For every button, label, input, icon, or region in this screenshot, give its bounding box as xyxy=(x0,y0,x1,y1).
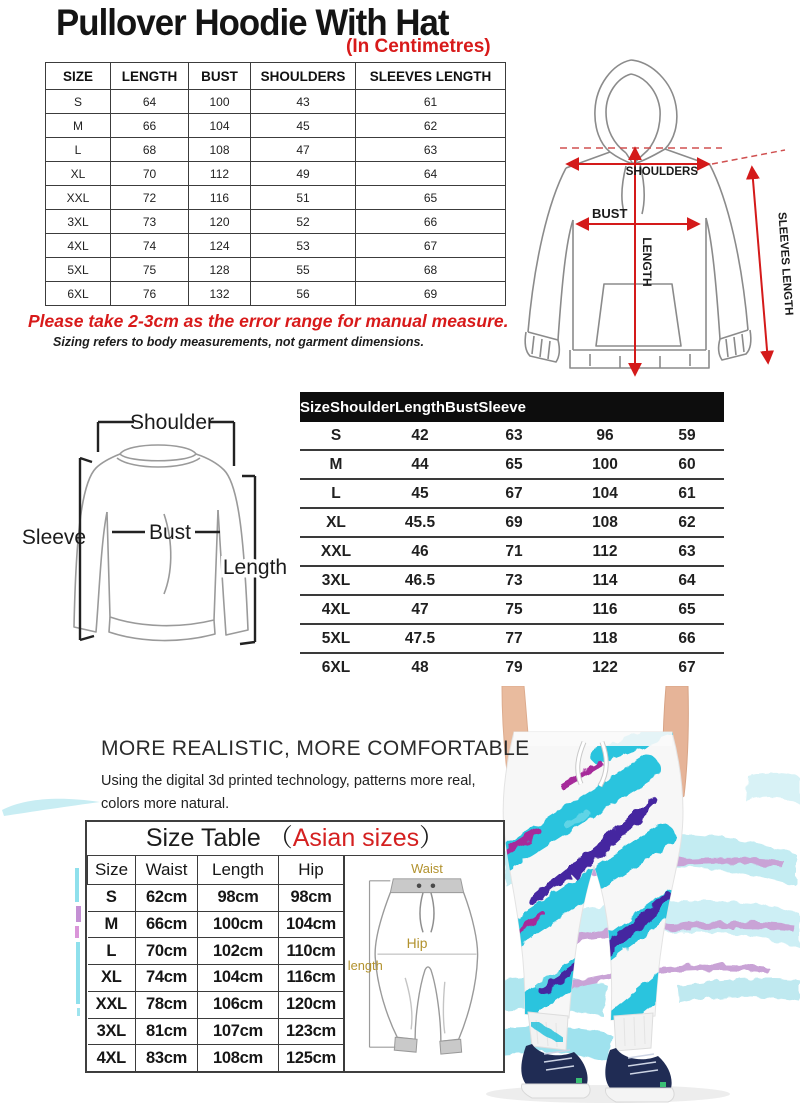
column-header: Length xyxy=(395,398,446,416)
sleeve-cell: 62 xyxy=(678,513,696,531)
column-header: Bust xyxy=(445,398,479,416)
bust-cell: 128 xyxy=(189,258,251,282)
bust-cell: 112 xyxy=(189,162,251,186)
bust-cell: 118 xyxy=(592,629,618,647)
pants-size-table-box xyxy=(85,820,505,1073)
shoulders-cell: 49 xyxy=(251,162,356,186)
size-cell: M xyxy=(46,114,111,138)
length-cell: 63 xyxy=(505,426,523,444)
shoulders-cell: 47 xyxy=(251,138,356,162)
shoulder-label: Shoulder xyxy=(129,411,215,434)
sleeve-cell: 65 xyxy=(678,600,696,618)
unit-note: (In Centimetres) xyxy=(346,36,491,57)
hoodie-diagram xyxy=(500,52,800,382)
table-row xyxy=(46,210,506,234)
size-cell: 4XL xyxy=(88,1045,136,1072)
shoulders-cell: 53 xyxy=(251,234,356,258)
length-cell: 77 xyxy=(505,629,523,647)
bust-cell: 96 xyxy=(596,426,614,444)
column-header: Hip xyxy=(279,856,344,885)
sleeve-cell: 60 xyxy=(678,455,696,473)
hoodie-table-header-row xyxy=(46,63,506,90)
bust-cell: 104 xyxy=(592,484,618,502)
table-row xyxy=(46,138,506,162)
pants-outline xyxy=(375,893,477,1042)
table-row xyxy=(300,480,724,509)
shoulder-cell: 47.5 xyxy=(404,629,436,647)
column-header: Waist xyxy=(136,856,198,885)
hip-label: Hip xyxy=(406,935,428,952)
length-label: LENGTH xyxy=(640,237,654,287)
pants-diagram xyxy=(345,859,505,1069)
size-cell: 6XL xyxy=(46,282,111,306)
pants-table-title-main: Size Table xyxy=(145,824,261,852)
length-cell: 73 xyxy=(111,210,189,234)
sweatshirt-diagram xyxy=(12,392,308,688)
sleeves-cell: 62 xyxy=(356,114,506,138)
paren-open: （ xyxy=(267,824,293,852)
waist-cell: 78cm xyxy=(136,991,198,1018)
shoulders-label: SHOULDERS xyxy=(625,166,698,178)
table-row xyxy=(300,596,724,625)
sleeves-cell: 64 xyxy=(356,162,506,186)
length-cell: 69 xyxy=(505,513,523,531)
length-cell: 75 xyxy=(505,600,523,618)
length-cell: 72 xyxy=(111,186,189,210)
sleeve-cell: 66 xyxy=(678,629,696,647)
table-row xyxy=(88,911,344,938)
length-label: Length xyxy=(222,556,288,579)
size-cell: S xyxy=(330,426,342,444)
shoulder-cell: 46.5 xyxy=(404,571,436,589)
sweatshirt-size-table xyxy=(300,392,724,681)
length-cell: 79 xyxy=(505,658,523,676)
bust-cell: 100 xyxy=(189,90,251,114)
size-cell: M xyxy=(88,911,136,938)
paint-swash-decoration xyxy=(0,792,105,822)
sleeves-cell: 66 xyxy=(356,210,506,234)
size-cell: 6XL xyxy=(321,658,351,676)
hip-cell: 123cm xyxy=(279,1018,344,1045)
bust-cell: 122 xyxy=(592,658,618,676)
bust-cell: 108 xyxy=(189,138,251,162)
pants-table-header-row xyxy=(88,856,344,885)
sleeve-cell: 63 xyxy=(678,542,696,560)
hip-cell: 120cm xyxy=(279,991,344,1018)
bust-cell: 112 xyxy=(592,542,618,560)
table-row xyxy=(88,885,344,912)
table-row xyxy=(88,965,344,992)
sleeve-cell: 59 xyxy=(678,426,696,444)
shoulders-cell: 56 xyxy=(251,282,356,306)
table-row xyxy=(88,991,344,1018)
length-cell: 107cm xyxy=(198,1018,279,1045)
column-header: LENGTH xyxy=(111,63,189,90)
shoulders-cell: 51 xyxy=(251,186,356,210)
length-cell: 64 xyxy=(111,90,189,114)
shoulders-cell: 45 xyxy=(251,114,356,138)
bust-label: Bust xyxy=(148,521,192,544)
size-cell: 3XL xyxy=(321,571,351,589)
size-cell: XL xyxy=(88,965,136,992)
waist-label: Waist xyxy=(411,860,443,876)
table-row xyxy=(46,282,506,306)
table-row xyxy=(300,538,724,567)
marketing-line-2: colors more natural. xyxy=(101,796,230,813)
sleeves-cell: 61 xyxy=(356,90,506,114)
table-row xyxy=(300,451,724,480)
table-row xyxy=(46,90,506,114)
paint-stripe-decoration xyxy=(72,860,84,1020)
shoulder-cell: 47 xyxy=(411,600,429,618)
bust-cell: 108 xyxy=(592,513,618,531)
column-header: Length xyxy=(198,856,279,885)
shoulder-cell: 48 xyxy=(411,658,429,676)
size-cell: XXL xyxy=(320,542,352,560)
bust-cell: 120 xyxy=(189,210,251,234)
length-cell: 71 xyxy=(505,542,523,560)
size-cell: 5XL xyxy=(321,629,351,647)
bust-cell: 116 xyxy=(189,186,251,210)
table-row xyxy=(88,1018,344,1045)
length-cell: 100cm xyxy=(198,911,279,938)
marketing-body xyxy=(101,770,476,816)
shoulder-cell: 46 xyxy=(411,542,429,560)
length-cell: 67 xyxy=(505,484,523,502)
bust-cell: 114 xyxy=(592,571,618,589)
size-cell: L xyxy=(331,484,341,502)
length-cell: 74 xyxy=(111,234,189,258)
sweatshirt-labels xyxy=(22,411,287,579)
length-cell: 106cm xyxy=(198,991,279,1018)
waist-cell: 62cm xyxy=(136,885,198,912)
waist-cell: 70cm xyxy=(136,938,198,965)
error-range-note: Please take 2-3cm as the error range for manual measure. xyxy=(28,311,509,331)
sleeves-length-label: SLEEVES LENGTH xyxy=(775,211,795,316)
table-row xyxy=(46,186,506,210)
hoodie-size-table xyxy=(45,62,506,306)
table-row xyxy=(300,625,724,654)
length-cell: 68 xyxy=(111,138,189,162)
column-header: Size xyxy=(88,856,136,885)
marketing-line-1: Using the digital 3d printed technology, patterns more real, xyxy=(101,773,476,789)
sleeve-label: Sleeve xyxy=(21,526,87,549)
waist-cell: 66cm xyxy=(136,911,198,938)
length-cell: 102cm xyxy=(198,938,279,965)
length-cell: 108cm xyxy=(198,1045,279,1072)
table-row xyxy=(300,422,724,451)
size-cell: XXL xyxy=(46,186,111,210)
shoulder-cell: 44 xyxy=(411,455,429,473)
hip-cell: 116cm xyxy=(279,965,344,992)
hoodie-measures xyxy=(560,148,795,374)
sleeves-cell: 65 xyxy=(356,186,506,210)
table-row xyxy=(300,567,724,596)
table-row xyxy=(88,938,344,965)
hip-cell: 125cm xyxy=(279,1045,344,1072)
table-row xyxy=(300,509,724,538)
column-header: SIZE xyxy=(46,63,111,90)
shoulders-cell: 55 xyxy=(251,258,356,282)
bust-label: BUST xyxy=(592,206,628,221)
length-cell: 98cm xyxy=(198,885,279,912)
marketing-heading: MORE REALISTIC, MORE COMFORTABLE xyxy=(101,737,530,760)
sweatshirt-table-body xyxy=(300,422,724,681)
hip-cell: 104cm xyxy=(279,911,344,938)
size-cell: 3XL xyxy=(88,1018,136,1045)
shoulder-cell: 45.5 xyxy=(404,513,436,531)
sweatshirt-table-header xyxy=(300,392,724,422)
hoodie-outline xyxy=(525,60,751,368)
size-cell: L xyxy=(46,138,111,162)
page-title: Pullover Hoodie With Hat xyxy=(56,2,449,43)
size-cell: 4XL xyxy=(46,234,111,258)
table-row xyxy=(46,114,506,138)
hip-cell: 98cm xyxy=(279,885,344,912)
size-cell: XL xyxy=(46,162,111,186)
size-cell: S xyxy=(88,885,136,912)
size-cell: XXL xyxy=(88,991,136,1018)
sleeve-cell: 64 xyxy=(678,571,696,589)
size-cell: 4XL xyxy=(321,600,351,618)
column-header: Sleeve xyxy=(478,398,526,416)
waist-cell: 83cm xyxy=(136,1045,198,1072)
size-cell: M xyxy=(329,455,343,473)
table-row xyxy=(46,258,506,282)
bust-cell: 116 xyxy=(592,600,618,618)
bust-cell: 100 xyxy=(592,455,618,473)
table-row xyxy=(46,234,506,258)
size-cell: XL xyxy=(326,513,346,531)
length-cell: 104cm xyxy=(198,965,279,992)
length-cell: 76 xyxy=(111,282,189,306)
shoulder-cell: 42 xyxy=(411,426,429,444)
pants-size-table xyxy=(87,856,344,1072)
size-cell: 3XL xyxy=(46,210,111,234)
pants-table-title-accent: Asian sizes xyxy=(292,824,420,852)
sizing-note: Sizing refers to body measurements, not garment dimensions. xyxy=(53,335,424,349)
sleeve-cell: 67 xyxy=(678,658,696,676)
table-row xyxy=(300,654,724,681)
sleeves-cell: 63 xyxy=(356,138,506,162)
length-cell: 70 xyxy=(111,162,189,186)
sleeves-cell: 67 xyxy=(356,234,506,258)
table-row xyxy=(46,162,506,186)
length-cell: 65 xyxy=(505,455,523,473)
column-header: SHOULDERS xyxy=(251,63,356,90)
bust-cell: 132 xyxy=(189,282,251,306)
sleeves-cell: 68 xyxy=(356,258,506,282)
pants-labels xyxy=(348,861,444,973)
sleeve-cell: 61 xyxy=(678,484,696,502)
column-header: Shoulder xyxy=(330,398,396,416)
waist-cell: 81cm xyxy=(136,1018,198,1045)
paren-close: ） xyxy=(419,824,445,852)
table-row xyxy=(88,1045,344,1072)
bust-cell: 124 xyxy=(189,234,251,258)
hip-cell: 110cm xyxy=(279,938,344,965)
shoulders-cell: 43 xyxy=(251,90,356,114)
shoulder-cell: 45 xyxy=(411,484,429,502)
size-cell: S xyxy=(46,90,111,114)
waist-cell: 74cm xyxy=(136,965,198,992)
sleeves-cell: 69 xyxy=(356,282,506,306)
column-header: SLEEVES LENGTH xyxy=(356,63,506,90)
column-header: Size xyxy=(300,398,331,416)
length-label: length xyxy=(347,957,383,973)
pants-table-title xyxy=(87,822,503,856)
column-header: BUST xyxy=(189,63,251,90)
bust-cell: 104 xyxy=(189,114,251,138)
length-cell: 73 xyxy=(505,571,523,589)
length-cell: 66 xyxy=(111,114,189,138)
length-cell: 75 xyxy=(111,258,189,282)
size-cell: 5XL xyxy=(46,258,111,282)
size-cell: L xyxy=(88,938,136,965)
shoulders-cell: 52 xyxy=(251,210,356,234)
